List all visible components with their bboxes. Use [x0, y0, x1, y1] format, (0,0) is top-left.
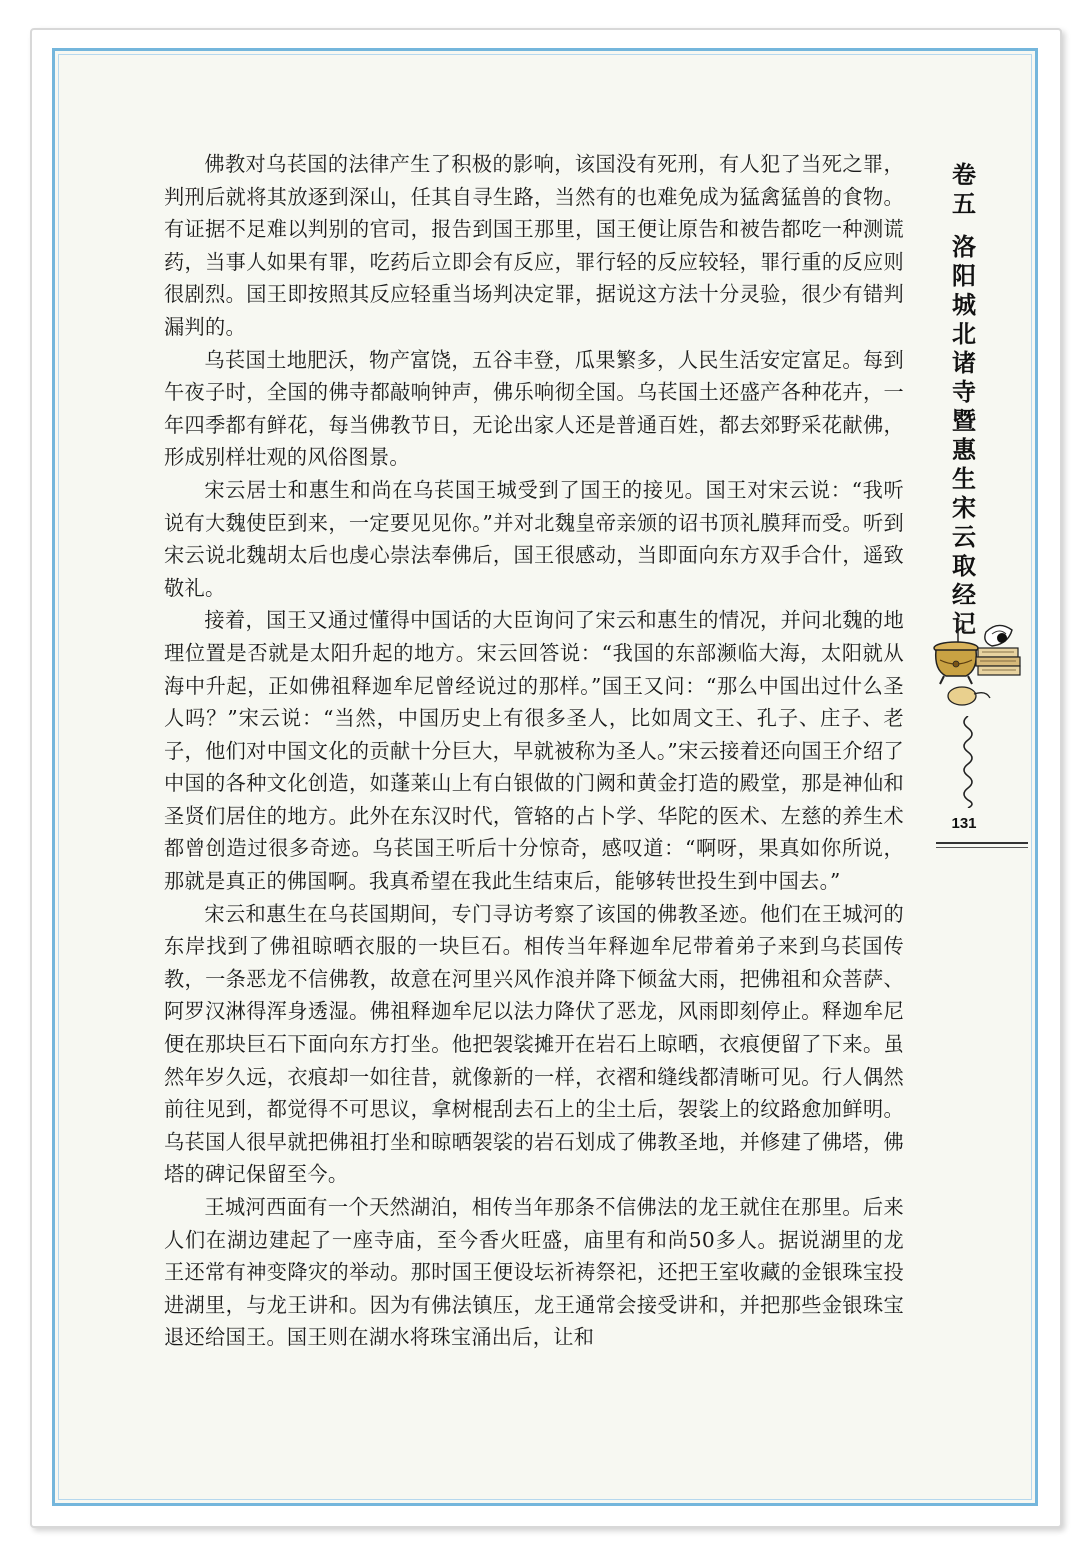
chapter-char: 生: [952, 464, 976, 493]
chapter-title: [946, 232, 982, 638]
incense-burner-illustration-icon: [928, 618, 1024, 708]
chapter-char: 诸: [952, 348, 976, 377]
page-number: 131: [951, 815, 977, 832]
chapter-char: 经: [952, 580, 976, 609]
chapter-char: 阳: [952, 261, 976, 290]
volume-char: 卷: [952, 160, 976, 189]
chapter-char: 暨: [952, 406, 976, 435]
paragraph: 宋云和惠生在乌苌国期间，专门寻访考察了该国的佛教圣迹。他们在王城河的东岸找到了佛祖晾晒衣服的一块巨石。相传当年释迦牟尼带着弟子来到乌苌国传教，一条恶龙不信佛教，故意在河里兴风作浪并降下倾盆大雨，把佛祖和众菩萨、阿罗汉淋得浑身透湿。佛祖释迦牟尼以法力降伏了恶龙，风雨即刻停止。释迦牟尼便在那块巨石下面向东方打坐。他把袈裟摊开在岩石上晾晒，衣痕便留了下来。虽然年岁久远，衣痕却一如往昔，就像新的一样，衣褶和缝线都清晰可见。行人偶然前往见到，都觉得不可思议，拿树棍刮去石上的尘土后，袈裟上的纹路愈加鲜明。乌苌国人很早就把佛祖打坐和晾晒袈裟的岩石划成了佛教圣地，并修建了佛塔，佛塔的碑记保留至今。: [164, 901, 904, 1187]
divider: [936, 847, 1028, 848]
divider: [936, 842, 1028, 844]
wavy-line-ornament-icon: [953, 716, 983, 808]
chapter-char: 洛: [952, 232, 976, 261]
chapter-char: 寺: [952, 377, 976, 406]
chapter-char: 北: [952, 319, 976, 348]
paragraph: 接着，国王又通过懂得中国话的大臣询问了宋云和惠生的情况，并问北魏的地理位置是否就是太阳升起的地方。宋云回答说：“我国的东部濒临大海，太阳就从海中升起，正如佛祖释迦牟尼曾经说过的那样。”国王又问：“那么中国出过什么圣人吗？”宋云说：“当然，中国历史上有很多圣人，比如周文王、孔子、庄子、老子，他们对中国文化的贡献十分巨大，早就被称为圣人。”宋云接着还向国王介绍了中国的各种文化创造，如蓬莱山上有白银做的门阙和黄金打造的殿堂，那是神仙和圣贤们居住的地方。此外在东汉时代，管辂的占卜学、华陀的医术、左慈的养生术都曾创造过很多奇迹。乌苌国王听后十分惊奇，感叹道：“啊呀，果真如你所说，那就是真正的佛国啊。我真希望在我此生结束后，能够转世投生到中国去。”: [164, 608, 904, 894]
paragraph: 宋云居士和惠生和尚在乌苌国王城受到了国王的接见。国王对宋云说：“我听说有大魏使臣到来，一定要见见你。”并对北魏皇帝亲颁的诏书顶礼膜拜而受。听到宋云说北魏胡太后也虔心崇法奉佛后，国王很感动，当即面向东方双手合什，遥致敬礼。: [164, 477, 904, 600]
chapter-char: 云: [952, 522, 976, 551]
body-text: [164, 148, 904, 1354]
running-head: [946, 160, 982, 638]
chapter-char: 城: [952, 290, 976, 319]
volume-char: 五: [952, 189, 976, 218]
paragraph: 王城河西面有一个天然湖泊，相传当年那条不信佛法的龙王就住在那里。后来人们在湖边建起了一座寺庙，至今香火旺盛，庙里有和尚50多人。据说湖里的龙王还常有神变降灾的举动。那时国王便设坛祈祷祭祀，还把王室收藏的金银珠宝投进湖里，与龙王讲和。因为有佛法镇压，龙王通常会接受讲和，并把那些金银珠宝退还给国王。国王则在湖水将珠宝涌出后，让和: [164, 1195, 904, 1350]
chapter-char: 取: [952, 551, 976, 580]
paragraph: 乌苌国土地肥沃，物产富饶，五谷丰登，瓜果繁多，人民生活安定富足。每到午夜子时，全国的佛寺都敲响钟声，佛乐响彻全国。乌苌国土还盛产各种花卉，一年四季都有鲜花，每当佛教节日，无论出家人还是普通百姓，都去郊野采花献佛，形成别样壮观的风俗图景。: [164, 347, 904, 470]
chapter-char: 惠: [952, 435, 976, 464]
paragraph: 佛教对乌苌国的法律产生了积极的影响，该国没有死刑，有人犯了当死之罪，判刑后就将其放逐到深山，任其自寻生路，当然有的也难免成为猛禽猛兽的食物。有证据不足难以判别的官司，报告到国王那里，国王便让原告和被告都吃一种测谎药，当事人如果有罪，吃药后立即会有反应，罪行轻的反应较轻，罪行重的反应则很剧烈。国王即按照其反应轻重当场判决定罪，据说这方法十分灵验，很少有错判漏判的。: [164, 152, 904, 339]
chapter-char: 记: [952, 609, 976, 638]
chapter-char: 宋: [952, 493, 976, 522]
